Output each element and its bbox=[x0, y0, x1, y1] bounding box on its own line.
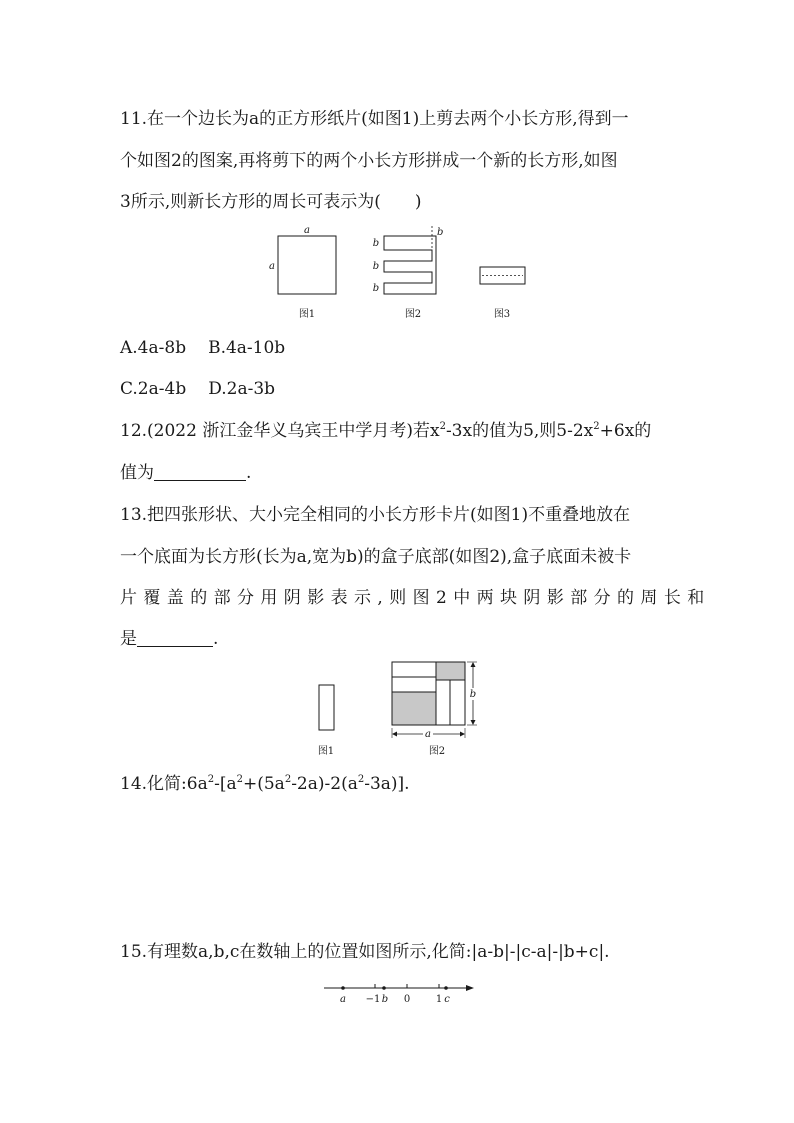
q11-fig2-label-b-top: b bbox=[437, 227, 444, 238]
q11-figure bbox=[262, 222, 542, 322]
q12-text-part1: 12.(2022 浙江金华义乌宾王中学月考)若x bbox=[120, 421, 440, 441]
q15-point-b bbox=[382, 986, 386, 990]
q15-label-a: a bbox=[340, 994, 346, 1005]
q15-label-c: c bbox=[444, 994, 450, 1005]
q12-line-2 bbox=[120, 462, 251, 484]
q11-option-c: C.2a-4b bbox=[120, 379, 187, 399]
q12-line2-end: . bbox=[246, 463, 252, 483]
q15-line: 15.有理数a,b,c在数轴上的位置如图所示,化简:|a-b|-|c-a|-|b+c|. bbox=[120, 942, 610, 962]
q11-fig1-square bbox=[278, 236, 336, 294]
q15-label-b: b bbox=[381, 994, 389, 1005]
q13-line-2: 一个底面为长方形(长为a,宽为b)的盒子底部(如图2),盒子底面未被卡 bbox=[120, 547, 632, 567]
q11-fig1-label-a-top: a bbox=[304, 225, 310, 236]
q13-line-4 bbox=[120, 628, 218, 650]
q12-sup-1: 2 bbox=[439, 421, 446, 432]
q13-fig2-b-arrowhead-bottom bbox=[471, 720, 476, 725]
q11-line-3: 3所示,则新长方形的周长可表示为( ) bbox=[120, 192, 422, 212]
q11-fig2-shape bbox=[384, 236, 436, 294]
q14-t2: -[a bbox=[214, 774, 237, 794]
q13-fig2-a-arrowhead-right bbox=[460, 732, 465, 737]
q14-t1: 14.化简:6a bbox=[120, 774, 208, 794]
q13-fig2-label-b: b bbox=[469, 689, 477, 700]
q13-line-1: 13.把四张形状、大小完全相同的小长方形卡片(如图1)不重叠地放在 bbox=[120, 505, 631, 525]
q11-fig2-label-b-2: b bbox=[372, 261, 380, 272]
q14-t4: -2a)-2(a bbox=[291, 774, 358, 794]
q13-fig2-a-arrowhead-left bbox=[392, 732, 397, 737]
q14-s4: 2 bbox=[357, 774, 365, 785]
q15-point-a bbox=[341, 986, 345, 990]
q15-label-one: 1 bbox=[435, 994, 443, 1005]
q13-fig2-b-arrowhead-top bbox=[471, 662, 476, 667]
q15-number-line bbox=[320, 978, 480, 1008]
q12-text-part3: +6x的 bbox=[599, 421, 652, 441]
q14-line bbox=[120, 773, 410, 795]
q11-option-b: B.4a-10b bbox=[208, 338, 286, 358]
q11-option-d: D.2a-3b bbox=[208, 379, 276, 399]
q12-sup-2: 2 bbox=[593, 421, 600, 432]
q15-label-minus1: −1 bbox=[365, 994, 381, 1005]
q11-options-row-1 bbox=[120, 337, 285, 359]
q13-answer-blank[interactable] bbox=[137, 630, 213, 647]
q11-fig2-caption: 图2 bbox=[404, 309, 422, 320]
q11-fig1-label-a-left: a bbox=[269, 261, 275, 272]
q11-fig3-caption: 图3 bbox=[493, 309, 511, 320]
q13-figure bbox=[310, 658, 490, 763]
q11-fig2-label-b-3: b bbox=[372, 283, 380, 294]
q15-axis-arrow bbox=[466, 985, 474, 991]
q14-s2: 2 bbox=[236, 774, 243, 785]
q11-fig1-caption: 图1 bbox=[298, 309, 316, 320]
q11-line-2: 个如图2的图案,再将剪下的两个小长方形拼成一个新的长方形,如图 bbox=[120, 151, 618, 171]
q13-line-3: 片覆盖的部分用阴影表示,则图2中两块阴影部分的周长和 bbox=[120, 588, 711, 608]
q12-answer-blank[interactable] bbox=[154, 464, 246, 481]
q13-fig2-caption: 图2 bbox=[428, 746, 446, 757]
q14-t3: +(5a bbox=[242, 774, 285, 794]
q13-fig2-label-a: a bbox=[425, 729, 431, 740]
q13-line4-end: . bbox=[213, 629, 219, 649]
q12-line-1 bbox=[120, 420, 651, 442]
q11-fig2-label-b-1: b bbox=[372, 238, 380, 249]
q11-option-a: A.4a-8b bbox=[120, 338, 187, 358]
q14-s3: 2 bbox=[284, 774, 292, 785]
q12-text-part2: -3x的值为5,则5-2x bbox=[445, 421, 594, 441]
q14-s1: 2 bbox=[207, 774, 215, 785]
q13-fig1-card bbox=[319, 685, 334, 730]
q14-t5: -3a)]. bbox=[364, 774, 410, 794]
q15-point-c bbox=[444, 986, 448, 990]
q15-label-zero: 0 bbox=[403, 994, 411, 1005]
q11-line-1: 11.在一个边长为a的正方形纸片(如图1)上剪去两个小长方形,得到一 bbox=[120, 109, 629, 129]
q13-fig2-shade-topright bbox=[436, 662, 465, 680]
q11-options-row-2 bbox=[120, 378, 275, 400]
q13-line4-text: 是 bbox=[120, 629, 137, 649]
q13-fig2-shade-left bbox=[392, 692, 436, 725]
q12-line2-text: 值为 bbox=[120, 463, 154, 483]
q13-fig1-caption: 图1 bbox=[317, 746, 335, 757]
